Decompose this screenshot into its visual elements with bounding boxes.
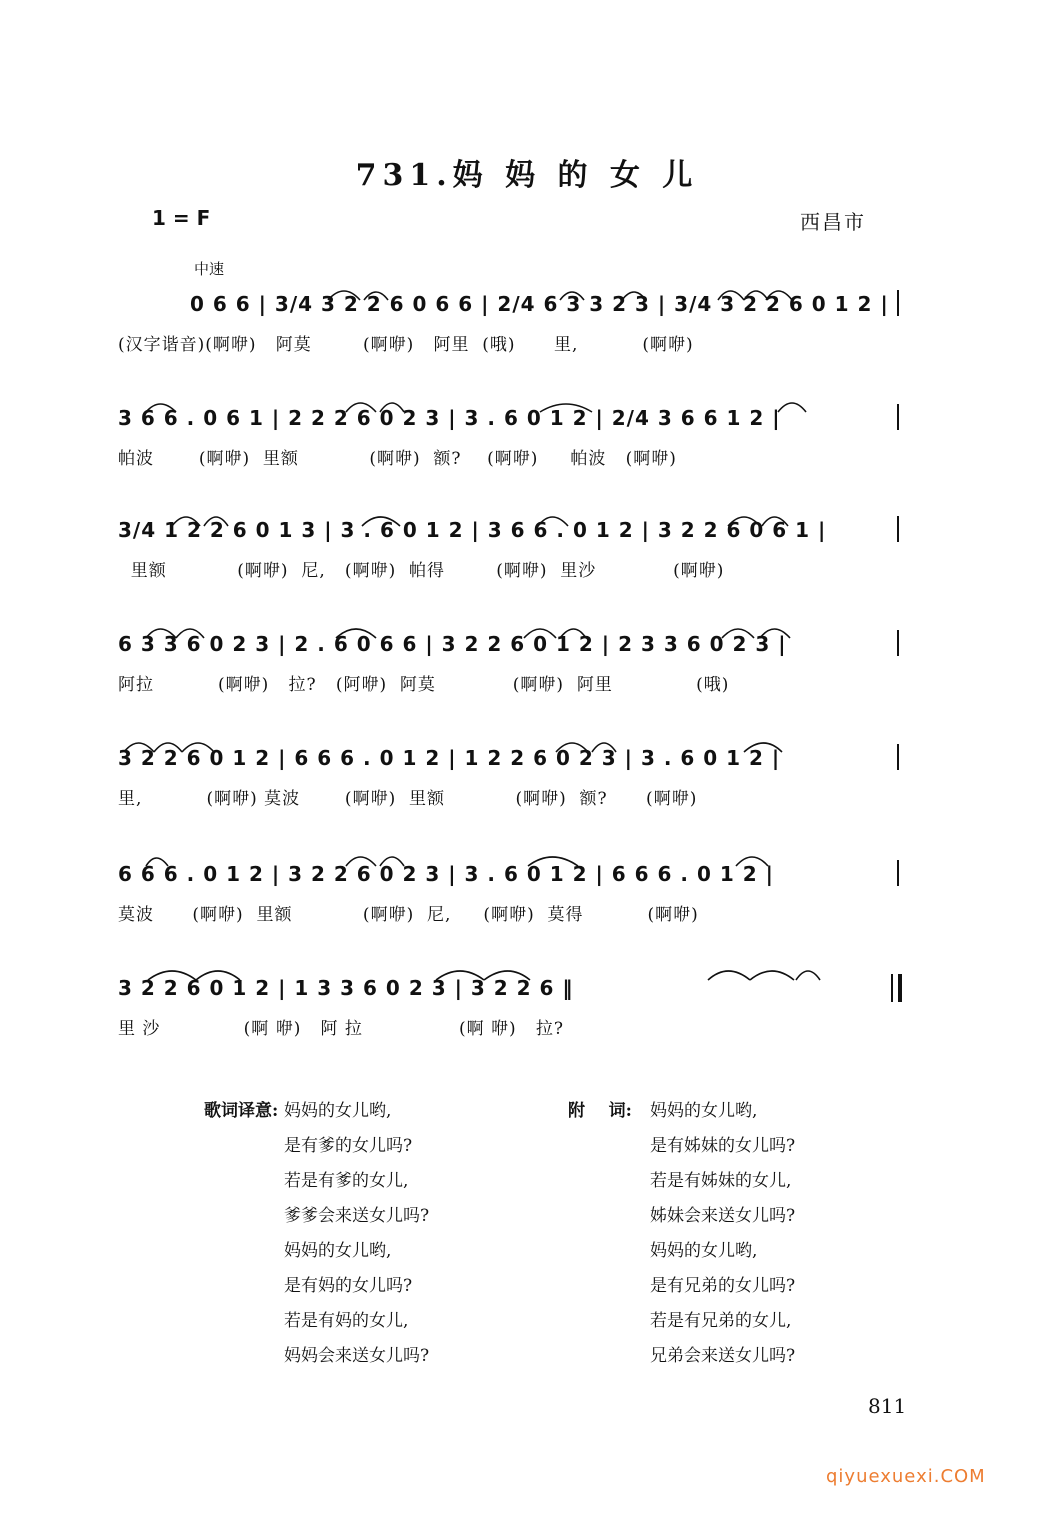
notation-line	[118, 622, 908, 666]
notation-line	[118, 396, 908, 440]
appendix-line: 兄弟会来送女儿吗?	[650, 1346, 796, 1366]
key-signature: 1 = F	[152, 206, 211, 230]
site-watermark[interactable]: qiyuexuexi.COM	[826, 1466, 986, 1487]
notation-line	[118, 508, 908, 552]
translation-label: 歌词译意:	[204, 1101, 279, 1121]
notation-line	[118, 736, 908, 780]
lyrics-line: 帕波 (啊咿) 里额 (啊咿) 额? (啊咿) 帕波 (啊咿)	[118, 449, 677, 469]
song-origin: 西昌市	[800, 210, 866, 234]
translation-line: 妈妈的女儿哟,	[284, 1241, 392, 1261]
notation-line	[118, 966, 908, 1010]
notation-line	[118, 852, 908, 896]
lyrics-line: 莫波 (啊咿) 里额 (啊咿) 尼, (啊咿) 莫得 (啊咿)	[118, 905, 699, 925]
appendix-section	[568, 1096, 868, 1366]
appendix-line: 姊妹会来送女儿吗?	[650, 1206, 796, 1226]
translation-line: 若是有爹的女儿,	[284, 1171, 409, 1191]
notation-line	[118, 282, 908, 326]
appendix-line: 是有兄弟的女儿吗?	[650, 1276, 796, 1296]
lyrics-line: (汉字谐音)(啊咿) 阿莫 (啊咿) 阿里 (哦) 里, (啊咿)	[118, 335, 694, 355]
lyrics-line: 里 沙 (啊 咿) 阿 拉 (啊 咿) 拉?	[118, 1019, 564, 1039]
lyrics-line: 里额 (啊咿) 尼, (啊咿) 帕得 (啊咿) 里沙 (啊咿)	[118, 561, 725, 581]
notation-text: 3 2 2 6 0 1 2 | 1 3 3 6 0 2 3 | 3 2 2 6 ‖	[118, 976, 574, 1000]
translation-line: 是有爹的女儿吗?	[284, 1136, 413, 1156]
tempo-marking: 中速	[194, 260, 225, 278]
translation-section	[204, 1096, 504, 1366]
lyrics-line: 阿拉 (啊咿) 拉? (阿咿) 阿莫 (啊咿) 阿里 (哦)	[118, 675, 730, 695]
translation-line: 妈妈的女儿哟,	[284, 1101, 392, 1121]
notation-text: 3/4 1 2 2 6 0 1 3 | 3 . 6 0 1 2 | 3 6 6 . 0 1 2 | 3 2 2 6 0 6 1 |	[118, 518, 827, 542]
appendix-line: 若是有姊妹的女儿,	[650, 1171, 792, 1191]
translation-line: 妈妈会来送女儿吗?	[284, 1346, 430, 1366]
translation-line: 是有妈的女儿吗?	[284, 1276, 413, 1296]
notation-text: 6 6 6 . 0 1 2 | 3 2 2 6 0 2 3 | 3 . 6 0 1 2 | 6 6 6 . 0 1 2 |	[118, 862, 774, 886]
appendix-line: 妈妈的女儿哟,	[650, 1101, 758, 1121]
notation-text: 6 3 3 6 0 2 3 | 2 . 6 0 6 6 | 3 2 2 6 0 1 2 | 2 3 3 6 0 2 3 |	[118, 632, 787, 656]
translation-line: 爹爹会来送女儿吗?	[284, 1206, 430, 1226]
song-title: 731.妈 妈 的 女 儿	[355, 158, 699, 193]
lyrics-line: 里, (啊咿) 莫波 (啊咿) 里额 (啊咿) 额? (啊咿)	[118, 789, 698, 809]
notation-text: 3 2 2 6 0 1 2 | 6 6 6 . 0 1 2 | 1 2 2 6 0 2 3 | 3 . 6 0 1 2 |	[118, 746, 781, 770]
translation-line: 若是有妈的女儿,	[284, 1311, 409, 1331]
notation-text: 3 6 6 . 0 6 1 | 2 2 2 6 0 2 3 | 3 . 6 0 1 2 | 2/4 3 6 6 1 2 |	[118, 406, 781, 430]
appendix-label: 附 词:	[568, 1101, 632, 1121]
appendix-line: 是有姊妹的女儿吗?	[650, 1136, 796, 1156]
appendix-line: 若是有兄弟的女儿,	[650, 1311, 792, 1331]
appendix-line: 妈妈的女儿哟,	[650, 1241, 758, 1261]
notation-text: 0 6 6 | 3/4 3 2 2 6 0 6 6 | 2/4 6 3 3 2 3 | 3/4 3 2 2 6 0 1 2 |	[190, 292, 889, 316]
page-number: 811	[868, 1394, 907, 1418]
